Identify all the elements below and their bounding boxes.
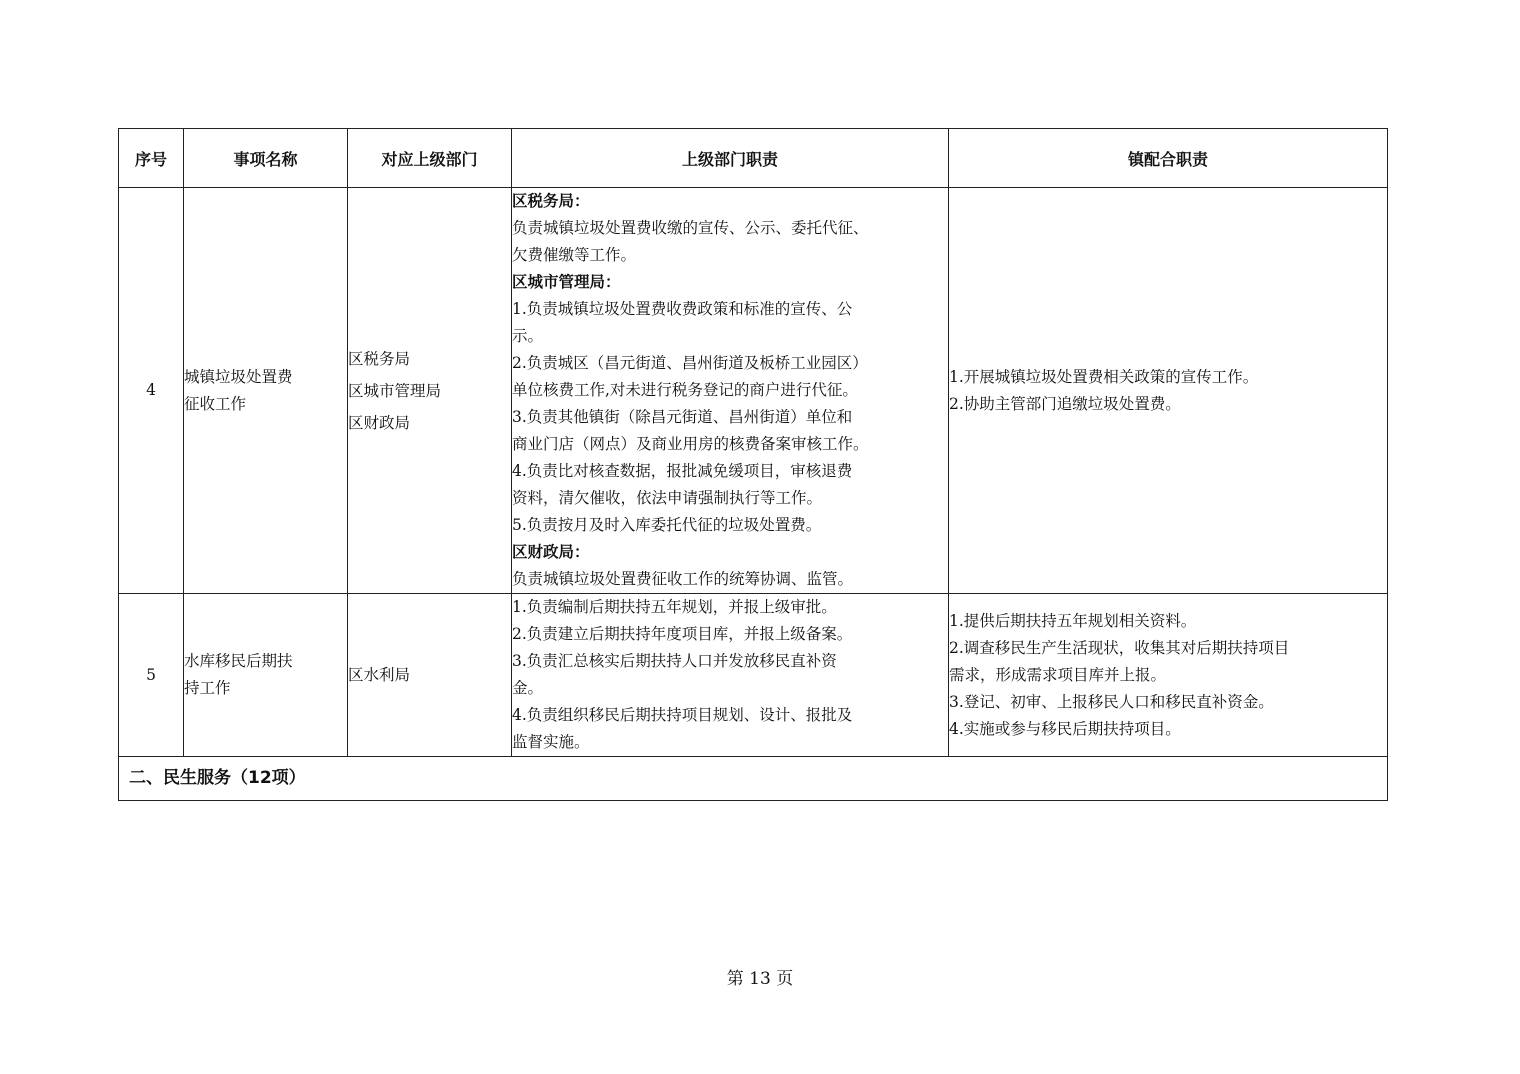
town-duty-line: 2.调查移民生产生活现状，收集其对后期扶持项目 [949,638,1290,657]
duty-line: 1.负责城镇垃圾处置费收费政策和标准的宣传、公 [512,300,853,318]
duty-line: 3.负责其他镇街（除昌元街道、昌州街道）单位和 [512,408,853,426]
duty-line: 3.负责汇总核实后期扶持人口并发放移民直补资 [512,652,837,670]
row-dept [348,188,512,594]
dept-line: 区税务局 [348,349,411,368]
row-seq: 5 [119,594,184,757]
row-item-name [184,188,348,594]
table-header-row [119,129,1388,188]
row-dept-duty [512,594,949,757]
header-seq: 序号 [119,129,184,188]
row-town-duty [949,594,1388,757]
duty-line: 负责城镇垃圾处置费收缴的宣传、公示、委托代征、 [512,219,869,237]
duty-line: 示。 [512,327,544,345]
responsibility-table [118,128,1388,801]
item-name-line: 水库移民后期扶 [184,652,293,670]
row-town-duty [949,188,1388,594]
header-dept: 对应上级部门 [348,129,512,188]
duty-line: 单位核费工作,对未进行税务登记的商户进行代征。 [512,381,858,399]
duty-line: 2.负责建立后期扶持年度项目库，并报上级备案。 [512,625,853,643]
duty-line: 负责城镇垃圾处置费征收工作的统筹协调、监管。 [512,570,854,588]
duty-line: 1.负责编制后期扶持五年规划，并报上级审批。 [512,598,837,616]
duty-line: 4.负责组织移民后期扶持项目规划、设计、报批及 [512,706,853,724]
duty-line: 商业门店（网点）及商业用房的核费备案审核工作。 [512,435,869,453]
table-row [119,594,1388,757]
duty-dept-heading: 区税务局： [512,192,590,210]
duty-dept-heading: 区财政局： [512,543,590,561]
duty-line: 资料，清欠催收，依法申请强制执行等工作。 [512,489,823,507]
dept-line: 区城市管理局 [348,381,442,400]
header-dept-duty: 上级部门职责 [512,129,949,188]
duty-line: 监督实施。 [512,733,590,751]
town-duty-line: 4.实施或参与移民后期扶持项目。 [949,719,1181,738]
row-seq: 4 [119,188,184,594]
row-item-name [184,594,348,757]
duty-line: 金。 [512,679,544,697]
section-title: 二、民生服务（12项） [119,757,1388,801]
row-dept-duty [512,188,949,594]
row-dept [348,594,512,757]
town-duty-line: 1.开展城镇垃圾处置费相关政策的宣传工作。 [949,367,1259,386]
item-name-line: 征收工作 [184,394,247,413]
duty-dept-heading: 区城市管理局： [512,273,621,291]
duty-line: 5.负责按月及时入库委托代征的垃圾处置费。 [512,516,822,534]
town-duty-line: 1.提供后期扶持五年规划相关资料。 [949,611,1197,630]
dept-line: 区水利局 [348,666,411,684]
town-duty-line: 需求，形成需求项目库并上报。 [949,665,1167,684]
duty-line: 欠费催缴等工作。 [512,246,637,264]
item-name-line: 城镇垃圾处置费 [184,367,293,386]
section-row [119,757,1388,801]
table-row [119,188,1388,594]
header-item-name: 事项名称 [184,129,348,188]
duty-line: 4.负责比对核查数据，报批减免缓项目，审核退费 [512,462,853,480]
page-number: 第 13 页 [726,969,794,989]
header-town-duty: 镇配合职责 [949,129,1388,188]
duty-line: 2.负责城区（昌元街道、昌州街道及板桥工业园区） [512,354,868,372]
town-duty-line: 3.登记、初审、上报移民人口和移民直补资金。 [949,692,1274,711]
town-duty-line: 2.协助主管部门追缴垃圾处置费。 [949,394,1181,413]
item-name-line: 持工作 [184,679,231,697]
dept-line: 区财政局 [348,413,411,432]
